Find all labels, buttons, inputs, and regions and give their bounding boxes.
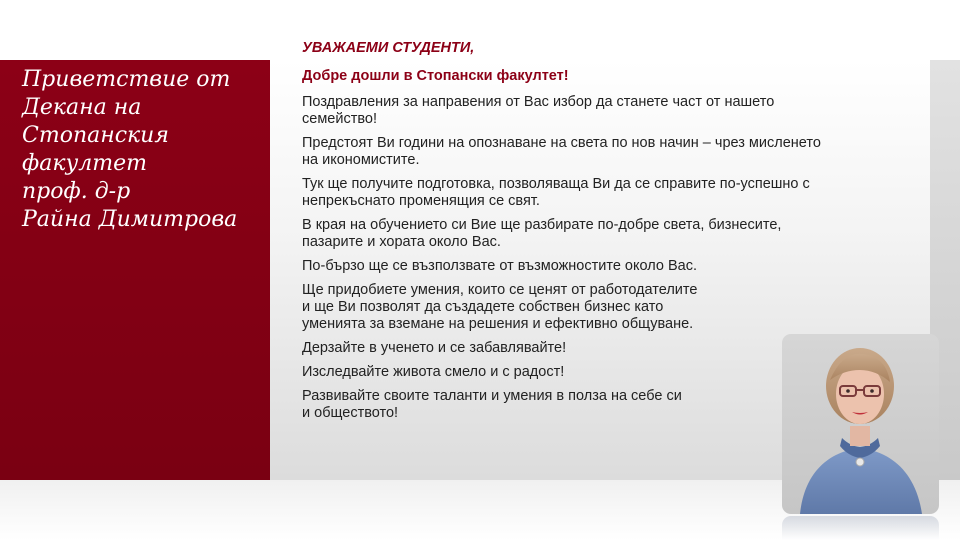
portrait-photo-icon [782, 334, 939, 514]
title-panel [0, 60, 270, 480]
title-line: Райна Димитрова [22, 207, 238, 232]
salutation: УВАЖАЕМИ СТУДЕНТИ, [302, 40, 475, 56]
title-line: факултет [22, 151, 147, 176]
title-line: Стопанския [22, 123, 169, 148]
title-line: проф. д-р [22, 179, 131, 204]
welcome-heading: Добре дошли в Стопански факултет! [302, 68, 569, 84]
message-paragraph: Тук ще получите подготовка, позволяваща Ви да се справите по-успешно с непрекъснато променящия се свят. [302, 176, 810, 209]
message-paragraph: Ще придобиете умения, които се ценят от работодателите и ще Ви позволят да създадете собствен бизнес като уменията за вземане на решения и ефективно общуване. [302, 282, 698, 332]
message-paragraph: Предстоят Ви години на опознаване на света по нов начин – чрез мисленето на икономистите. [302, 135, 821, 168]
title-line: Приветствие от [22, 67, 231, 92]
dean-portrait-photo [782, 334, 939, 514]
message-paragraph: В края на обучението си Вие ще разбирате по-добре света, бизнесите, пазарите и хората около Вас. [302, 217, 782, 250]
title-line: Декана на [22, 95, 142, 120]
message-paragraph: Поздравления за направения от Вас избор да станете част от нашето семейство! [302, 94, 775, 127]
message-paragraph: Изследвайте живота смело и с радост! [302, 364, 565, 380]
portrait-reflection [782, 516, 939, 540]
message-paragraph: Развивайте своите таланти и умения в полза на себе си и обществото! [302, 388, 682, 421]
message-paragraph: Дерзайте в ученето и се забавлявайте! [302, 340, 567, 356]
message-paragraph: По-бързо ще се възползвате от възможностите около Вас. [302, 258, 697, 274]
